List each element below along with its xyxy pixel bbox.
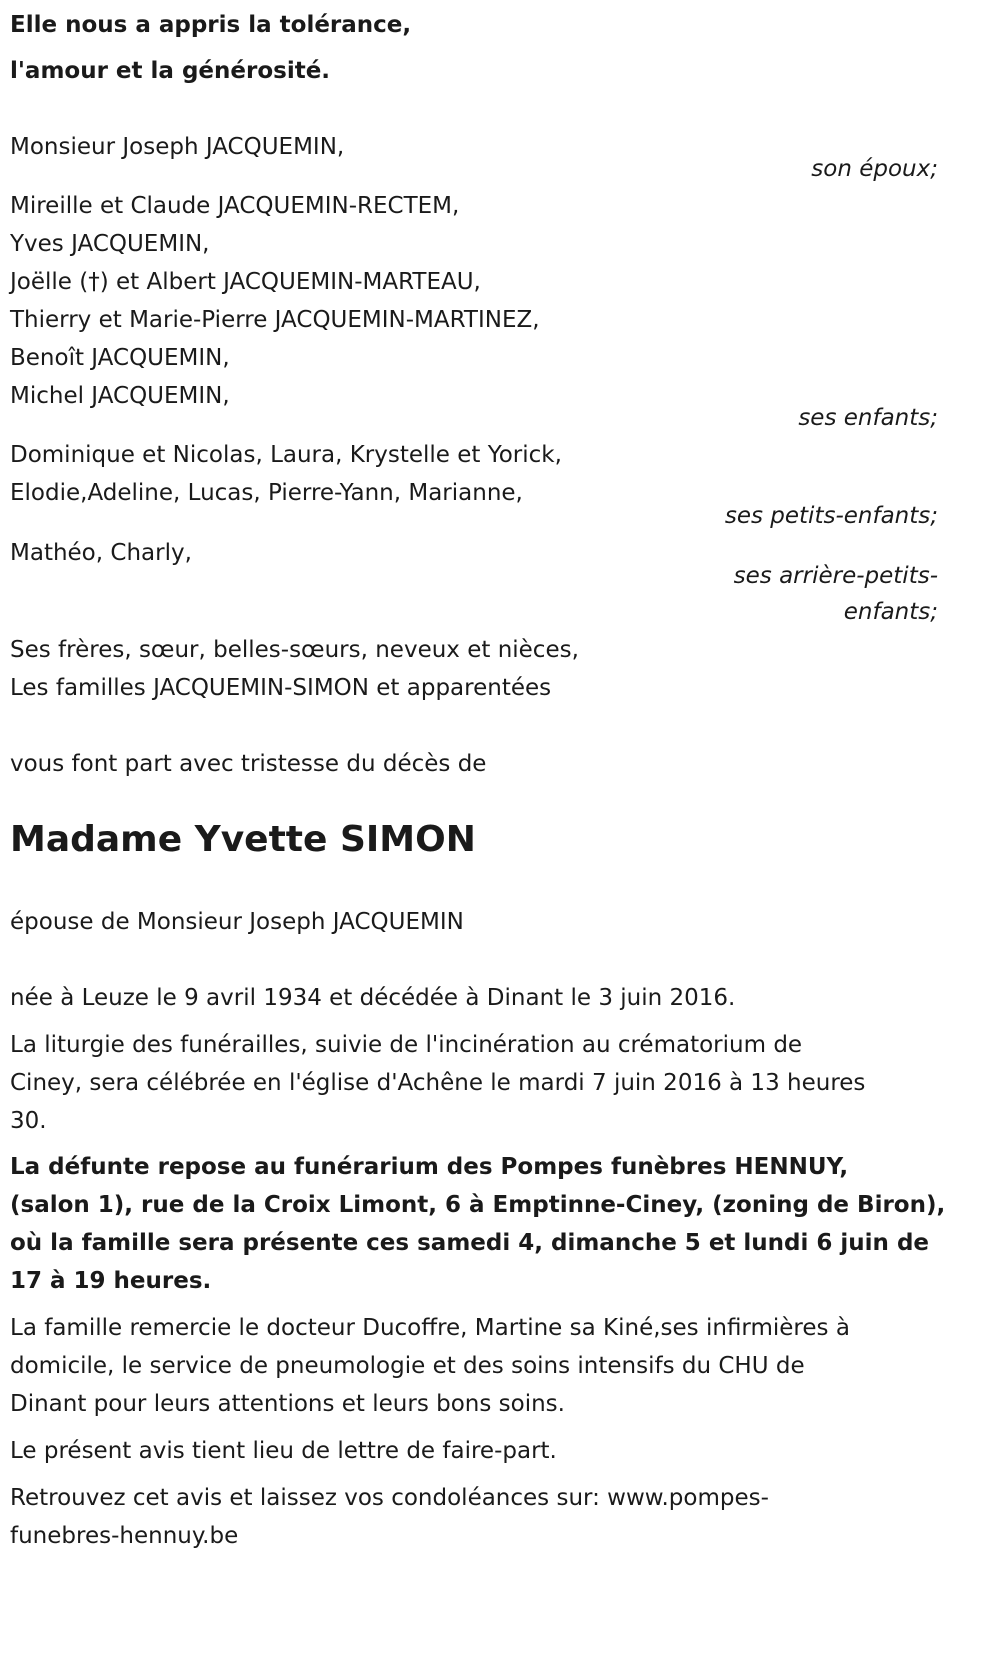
liturgy-line: Ciney, sera célébrée en l'église d'Achêne le mardi 7 juin 2016 à 13 heures	[10, 1070, 866, 1096]
child-line: Mireille et Claude JACQUEMIN-RECTEM,	[10, 193, 460, 219]
epigraph-line: Elle nous a appris la tolérance,	[10, 12, 412, 38]
child-line: Thierry et Marie-Pierre JACQUEMIN-MARTINEZ,	[10, 307, 540, 333]
child-line: Joëlle (†) et Albert JACQUEMIN-MARTEAU,	[10, 269, 481, 295]
thanks-line: domicile, le service de pneumologie et des soins intensifs du CHU de	[10, 1353, 805, 1379]
epigraph-line: l'amour et la générosité.	[10, 58, 331, 84]
child-line: Benoît JACQUEMIN,	[10, 345, 230, 371]
spouse-name: Monsieur Joseph JACQUEMIN,	[10, 134, 345, 160]
grandchild-line: Dominique et Nicolas, Laura, Krystelle et Yorick,	[10, 442, 562, 468]
relatives-line: Les familles JACQUEMIN-SIMON et apparentées	[10, 675, 552, 701]
condolences-line: funebres-hennuy.be	[10, 1523, 239, 1549]
notice-text: Le présent avis tient lieu de lettre de faire-part.	[10, 1438, 557, 1464]
children-role: ses enfants;	[798, 405, 938, 431]
spouse-role: son époux;	[811, 156, 938, 182]
child-line: Michel JACQUEMIN,	[10, 383, 230, 409]
grandchild-line: Elodie,Adeline, Lucas, Pierre-Yann, Marianne,	[10, 480, 523, 506]
announcement-text: vous font part avec tristesse du décès de	[10, 751, 487, 777]
liturgy-line: La liturgie des funérailles, suivie de l'incinération au crématorium de	[10, 1032, 803, 1058]
repose-line: (salon 1), rue de la Croix Limont, 6 à Emptinne-Ciney, (zoning de Biron),	[10, 1192, 946, 1218]
repose-line: La défunte repose au funérarium des Pompes funèbres HENNUY,	[10, 1154, 849, 1180]
great-grandchildren-role: ses arrière-petits-	[733, 563, 938, 589]
grandchildren-role: ses petits-enfants;	[724, 503, 938, 529]
liturgy-line: 30.	[10, 1108, 47, 1134]
relatives-line: Ses frères, sœur, belles-sœurs, neveux et nièces,	[10, 637, 579, 663]
birth-death-text: née à Leuze le 9 avril 1934 et décédée à Dinant le 3 juin 2016.	[10, 985, 736, 1011]
child-line: Yves JACQUEMIN,	[10, 231, 210, 257]
thanks-line: Dinant pour leurs attentions et leurs bons soins.	[10, 1391, 565, 1417]
thanks-line: La famille remercie le docteur Ducoffre, Martine sa Kiné,ses infirmières à	[10, 1315, 850, 1341]
repose-line: où la famille sera présente ces samedi 4, dimanche 5 et lundi 6 juin de	[10, 1230, 930, 1256]
spouse-of-text: épouse de Monsieur Joseph JACQUEMIN	[10, 909, 464, 935]
repose-line: 17 à 19 heures.	[10, 1268, 212, 1294]
great-grandchild-line: Mathéo, Charly,	[10, 540, 192, 566]
deceased-name: Madame Yvette SIMON	[10, 819, 476, 860]
condolences-line: Retrouvez cet avis et laissez vos condoléances sur: www.pompes-	[10, 1485, 769, 1511]
great-grandchildren-role: enfants;	[843, 599, 938, 625]
